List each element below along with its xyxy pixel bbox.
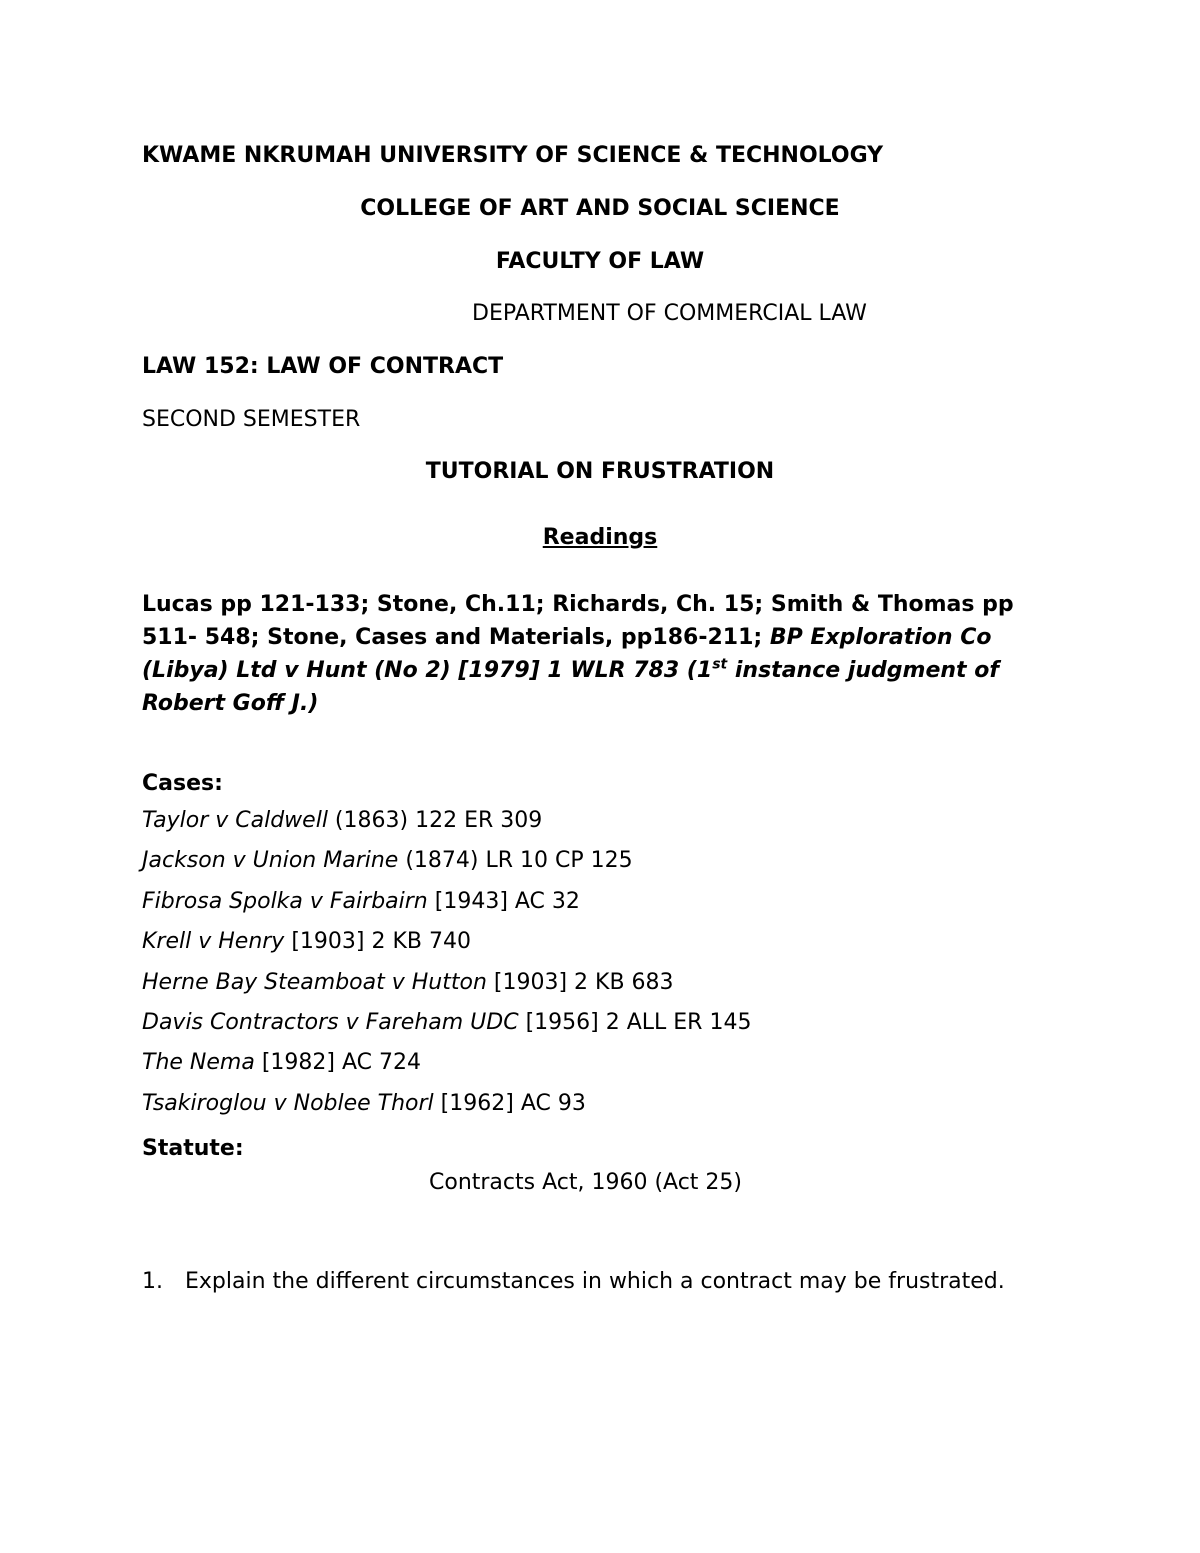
case-citation: [1982] AC 724 <box>254 1050 421 1076</box>
readings-superscript: st <box>712 656 728 673</box>
case-citation: [1943] AC 32 <box>427 888 580 914</box>
case-item <box>142 929 471 955</box>
faculty-name: FACULTY OF LAW <box>495 249 705 274</box>
case-citation: [1903] 2 KB 740 <box>284 929 471 955</box>
case-item <box>142 1091 586 1117</box>
case-citation: [1956] 2 ALL ER 145 <box>518 1010 752 1035</box>
case-name: Jackson v Union Marine <box>142 848 399 874</box>
question-number: 1. <box>142 1269 163 1294</box>
case-item <box>142 1050 421 1076</box>
case-citation: [1903] 2 KB 683 <box>486 969 674 995</box>
case-name: Tsakiroglou v Noblee Thorl <box>142 1090 434 1116</box>
readings-case-citation-end: instance judgment of Robert Goff J.) <box>142 658 999 716</box>
case-name: Herne Bay Steamboat v Hutton <box>142 969 487 995</box>
college-name: COLLEGE OF ART AND SOCIAL SCIENCE <box>360 196 840 221</box>
case-name: Fibrosa Spolka v Fairbairn <box>142 888 428 914</box>
readings-paragraph <box>142 588 1062 720</box>
case-item <box>142 889 580 915</box>
readings-heading: Readings <box>542 525 658 550</box>
case-name: Taylor v Caldwell <box>142 808 328 833</box>
case-citation: [1962] AC 93 <box>433 1090 586 1116</box>
case-citation: (1874) LR 10 CP 125 <box>398 848 633 874</box>
readings-text: Lucas pp 121-133; Stone, Ch.11; Richards, Ch. 15; Smith & Thomas pp 511- 548; Stone, Cases and Materials, pp186-211; <box>142 592 1014 650</box>
case-name: Krell v Henry <box>142 929 285 955</box>
case-item <box>142 970 674 996</box>
semester-label: SECOND SEMESTER <box>142 407 361 432</box>
case-name: Davis Contractors v Fareham UDC <box>142 1010 519 1035</box>
case-item <box>142 808 542 834</box>
case-item <box>142 848 633 874</box>
case-name: The Nema <box>142 1050 255 1076</box>
statute-text: Contracts Act, 1960 (Act 25) <box>429 1170 742 1195</box>
course-title: LAW 152: LAW OF CONTRACT <box>142 354 504 379</box>
question-text: Explain the different circumstances in which a contract may be frustrated. <box>185 1269 1005 1294</box>
cases-heading: Cases: <box>142 771 223 796</box>
tutorial-title: TUTORIAL ON FRUSTRATION <box>425 459 775 484</box>
statute-heading: Statute: <box>142 1136 244 1161</box>
department-name: DEPARTMENT OF COMMERCIAL LAW <box>472 301 867 326</box>
case-citation: (1863) 122 ER 309 <box>327 808 543 833</box>
question-item <box>142 1269 1005 1295</box>
case-item <box>142 1010 751 1036</box>
university-name: KWAME NKRUMAH UNIVERSITY OF SCIENCE & TECHNOLOGY <box>142 143 884 168</box>
readings-case-citation: BP Exploration Co (Libya) Ltd v Hunt (No 2) [1979] 1 WLR 783 (1 <box>142 625 992 683</box>
